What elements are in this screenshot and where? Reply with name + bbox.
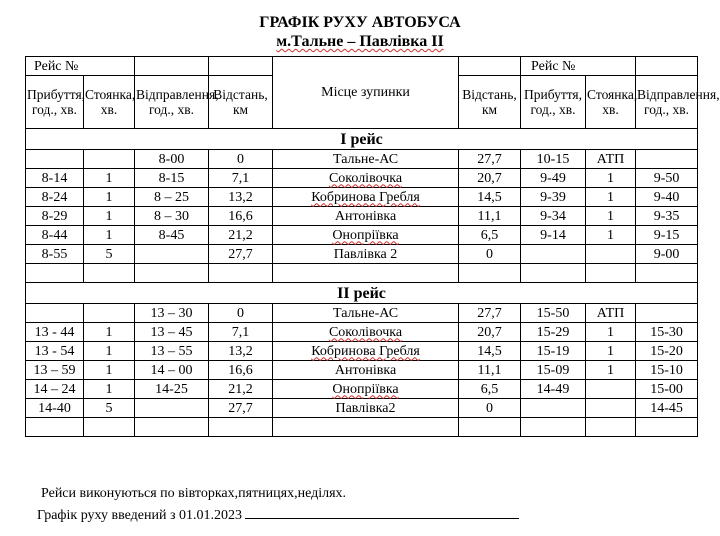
footer-days-note: Рейси виконуються по вівторках,пятницях,неділях. bbox=[41, 486, 347, 501]
blank-row bbox=[26, 418, 698, 437]
header-arrival-return: Прибуття, год., хв. bbox=[521, 76, 586, 129]
header-empty bbox=[209, 57, 273, 76]
cell-arrival: 13 - 44 bbox=[26, 323, 84, 342]
blank-cell bbox=[84, 418, 135, 437]
blank-cell bbox=[586, 264, 636, 283]
cell-stop: 1 bbox=[84, 169, 135, 188]
cell-distance: 13,2 bbox=[209, 342, 273, 361]
route-title-text: м.Тальне – Павлівка ІІ bbox=[276, 33, 444, 50]
cell-stop: 1 bbox=[84, 361, 135, 380]
footer-start-date-text: Графік руху введений з 01.01.2023 bbox=[37, 508, 242, 523]
cell-distance-return: 14,5 bbox=[459, 342, 521, 361]
blank-cell bbox=[459, 264, 521, 283]
blank-cell bbox=[209, 264, 273, 283]
table-row bbox=[26, 361, 698, 380]
cell-stop-return: 1 bbox=[586, 188, 636, 207]
cell-place: Антонівка bbox=[273, 207, 459, 226]
cell-departure-return bbox=[636, 304, 698, 323]
header-empty bbox=[135, 57, 209, 76]
route-title bbox=[0, 33, 720, 51]
cell-distance-return: 20,7 bbox=[459, 169, 521, 188]
cell-distance-return: 6,5 bbox=[459, 226, 521, 245]
cell-departure-return: 9-40 bbox=[636, 188, 698, 207]
header-empty bbox=[459, 57, 521, 76]
cell-departure: 13 – 45 bbox=[135, 323, 209, 342]
cell-stop: 5 bbox=[84, 245, 135, 264]
schedule-table bbox=[25, 56, 720, 437]
trip-header-row bbox=[26, 129, 698, 150]
cell-arrival-return: 9-49 bbox=[521, 169, 586, 188]
cell-arrival: 8-55 bbox=[26, 245, 84, 264]
cell-departure: 8 – 30 bbox=[135, 207, 209, 226]
place-name: Кобринова Гребля bbox=[311, 343, 420, 359]
header-empty bbox=[636, 57, 698, 76]
blank-cell bbox=[521, 264, 586, 283]
footer-start-date bbox=[37, 505, 519, 524]
cell-departure-return: 14-45 bbox=[636, 399, 698, 418]
cell-arrival: 8-44 bbox=[26, 226, 84, 245]
cell-distance-return: 27,7 bbox=[459, 304, 521, 323]
table-row bbox=[26, 188, 698, 207]
cell-stop bbox=[84, 150, 135, 169]
cell-departure bbox=[135, 245, 209, 264]
blank-cell bbox=[273, 264, 459, 283]
cell-departure: 13 – 55 bbox=[135, 342, 209, 361]
cell-arrival-return: 15-29 bbox=[521, 323, 586, 342]
cell-stop-return bbox=[586, 245, 636, 264]
cell-arrival: 13 – 59 bbox=[26, 361, 84, 380]
cell-departure: 8-00 bbox=[135, 150, 209, 169]
cell-place bbox=[273, 188, 459, 207]
cell-arrival bbox=[26, 150, 84, 169]
blank-cell bbox=[636, 264, 698, 283]
cell-distance-return: 11,1 bbox=[459, 207, 521, 226]
blank-row bbox=[26, 264, 698, 283]
cell-place: Тальне-АС bbox=[273, 150, 459, 169]
table-row bbox=[26, 150, 698, 169]
table-row bbox=[26, 323, 698, 342]
blank-cell bbox=[636, 418, 698, 437]
cell-departure-return: 9-50 bbox=[636, 169, 698, 188]
cell-place bbox=[273, 226, 459, 245]
blank-cell bbox=[135, 418, 209, 437]
trip-label: І рейс bbox=[26, 129, 698, 150]
cell-distance: 13,2 bbox=[209, 188, 273, 207]
header-departure: Відправлення, год., хв. bbox=[135, 76, 209, 129]
signature-line bbox=[245, 505, 519, 519]
cell-stop: 1 bbox=[84, 323, 135, 342]
cell-place bbox=[273, 380, 459, 399]
blank-cell bbox=[26, 418, 84, 437]
table-row bbox=[26, 245, 698, 264]
cell-stop: 5 bbox=[84, 399, 135, 418]
cell-place: Павлівка 2 bbox=[273, 245, 459, 264]
cell-stop-return: 1 bbox=[586, 323, 636, 342]
cell-distance: 7,1 bbox=[209, 169, 273, 188]
place-name: Соколівочка bbox=[328, 324, 403, 340]
header-arrival: Прибуття, год., хв. bbox=[26, 76, 84, 129]
cell-arrival-return: 15-09 bbox=[521, 361, 586, 380]
cell-distance: 27,7 bbox=[209, 399, 273, 418]
header-reis-right: Рейс № bbox=[521, 57, 636, 76]
cell-distance-return: 6,5 bbox=[459, 380, 521, 399]
cell-departure: 8 – 25 bbox=[135, 188, 209, 207]
cell-distance-return: 11,1 bbox=[459, 361, 521, 380]
cell-arrival-return: 9-39 bbox=[521, 188, 586, 207]
blank-cell bbox=[135, 264, 209, 283]
table-row bbox=[26, 207, 698, 226]
cell-place bbox=[273, 169, 459, 188]
table-row bbox=[26, 399, 698, 418]
cell-distance-return: 0 bbox=[459, 245, 521, 264]
cell-stop-return: АТП bbox=[586, 150, 636, 169]
cell-departure-return: 9-00 bbox=[636, 245, 698, 264]
cell-departure: 8-45 bbox=[135, 226, 209, 245]
header-stop: Стоянка, хв. bbox=[84, 76, 135, 129]
cell-departure-return: 9-35 bbox=[636, 207, 698, 226]
cell-stop-return: АТП bbox=[586, 304, 636, 323]
header-row-reis bbox=[26, 57, 698, 76]
cell-place bbox=[273, 323, 459, 342]
blank-cell bbox=[26, 264, 84, 283]
blank-cell bbox=[521, 418, 586, 437]
cell-stop-return bbox=[586, 380, 636, 399]
cell-place: Антонівка bbox=[273, 361, 459, 380]
cell-place: Тальне-АС bbox=[273, 304, 459, 323]
cell-departure bbox=[135, 399, 209, 418]
table-row bbox=[26, 226, 698, 245]
cell-place bbox=[273, 342, 459, 361]
blank-cell bbox=[586, 418, 636, 437]
cell-distance-return: 20,7 bbox=[459, 323, 521, 342]
cell-departure: 8-15 bbox=[135, 169, 209, 188]
header-stop-return: Стоянка, хв. bbox=[586, 76, 636, 129]
cell-departure-return: 15-20 bbox=[636, 342, 698, 361]
cell-arrival-return: 10-15 bbox=[521, 150, 586, 169]
cell-distance-return: 14,5 bbox=[459, 188, 521, 207]
table-row bbox=[26, 304, 698, 323]
place-name: Онопріївка bbox=[332, 381, 399, 397]
table-row bbox=[26, 342, 698, 361]
cell-departure-return: 15-30 bbox=[636, 323, 698, 342]
header-place: Місце зупинки bbox=[273, 57, 459, 129]
trip-header-row bbox=[26, 283, 698, 304]
cell-stop: 1 bbox=[84, 342, 135, 361]
cell-stop: 1 bbox=[84, 380, 135, 399]
header-distance-return: Відстань, км bbox=[459, 76, 521, 129]
table-row bbox=[26, 169, 698, 188]
cell-arrival-return: 15-50 bbox=[521, 304, 586, 323]
cell-departure: 14 – 00 bbox=[135, 361, 209, 380]
cell-stop: 1 bbox=[84, 188, 135, 207]
cell-stop-return: 1 bbox=[586, 342, 636, 361]
header-distance: Відстань, км bbox=[209, 76, 273, 129]
cell-place: Павлівка2 bbox=[273, 399, 459, 418]
place-name: Онопріївка bbox=[332, 227, 399, 243]
cell-arrival-return: 15-19 bbox=[521, 342, 586, 361]
cell-arrival-return: 9-14 bbox=[521, 226, 586, 245]
cell-arrival: 8-24 bbox=[26, 188, 84, 207]
cell-distance-return: 0 bbox=[459, 399, 521, 418]
cell-departure-return bbox=[636, 150, 698, 169]
cell-departure-return: 15-00 bbox=[636, 380, 698, 399]
cell-arrival: 8-14 bbox=[26, 169, 84, 188]
blank-cell bbox=[84, 264, 135, 283]
blank-cell bbox=[459, 418, 521, 437]
cell-stop-return: 1 bbox=[586, 169, 636, 188]
cell-distance: 21,2 bbox=[209, 380, 273, 399]
cell-distance: 0 bbox=[209, 304, 273, 323]
cell-stop: 1 bbox=[84, 226, 135, 245]
cell-arrival-return bbox=[521, 245, 586, 264]
document-title: ГРАФІК РУХУ АВТОБУСА bbox=[259, 14, 461, 31]
cell-distance: 0 bbox=[209, 150, 273, 169]
cell-stop-return: 1 bbox=[586, 207, 636, 226]
cell-distance-return: 27,7 bbox=[459, 150, 521, 169]
cell-arrival: 13 - 54 bbox=[26, 342, 84, 361]
cell-stop-return: 1 bbox=[586, 361, 636, 380]
cell-stop-return: 1 bbox=[586, 226, 636, 245]
cell-distance: 16,6 bbox=[209, 361, 273, 380]
cell-arrival: 8-29 bbox=[26, 207, 84, 226]
cell-arrival-return: 14-49 bbox=[521, 380, 586, 399]
cell-arrival-return: 9-34 bbox=[521, 207, 586, 226]
cell-departure: 13 – 30 bbox=[135, 304, 209, 323]
cell-arrival: 14 – 24 bbox=[26, 380, 84, 399]
cell-distance: 7,1 bbox=[209, 323, 273, 342]
place-name: Соколівочка bbox=[328, 170, 403, 186]
cell-departure-return: 9-15 bbox=[636, 226, 698, 245]
cell-distance: 27,7 bbox=[209, 245, 273, 264]
cell-departure: 14-25 bbox=[135, 380, 209, 399]
table-row bbox=[26, 380, 698, 399]
header-reis-left: Рейс № bbox=[26, 57, 135, 76]
cell-arrival: 14-40 bbox=[26, 399, 84, 418]
cell-arrival bbox=[26, 304, 84, 323]
header-departure-return: Відправлення, год., хв. bbox=[636, 76, 698, 129]
cell-departure-return: 15-10 bbox=[636, 361, 698, 380]
cell-arrival-return bbox=[521, 399, 586, 418]
trip-label: ІІ рейс bbox=[26, 283, 698, 304]
blank-cell bbox=[209, 418, 273, 437]
place-name: Кобринова Гребля bbox=[311, 189, 420, 205]
cell-distance: 21,2 bbox=[209, 226, 273, 245]
cell-distance: 16,6 bbox=[209, 207, 273, 226]
cell-stop bbox=[84, 304, 135, 323]
blank-cell bbox=[273, 418, 459, 437]
cell-stop-return bbox=[586, 399, 636, 418]
cell-stop: 1 bbox=[84, 207, 135, 226]
